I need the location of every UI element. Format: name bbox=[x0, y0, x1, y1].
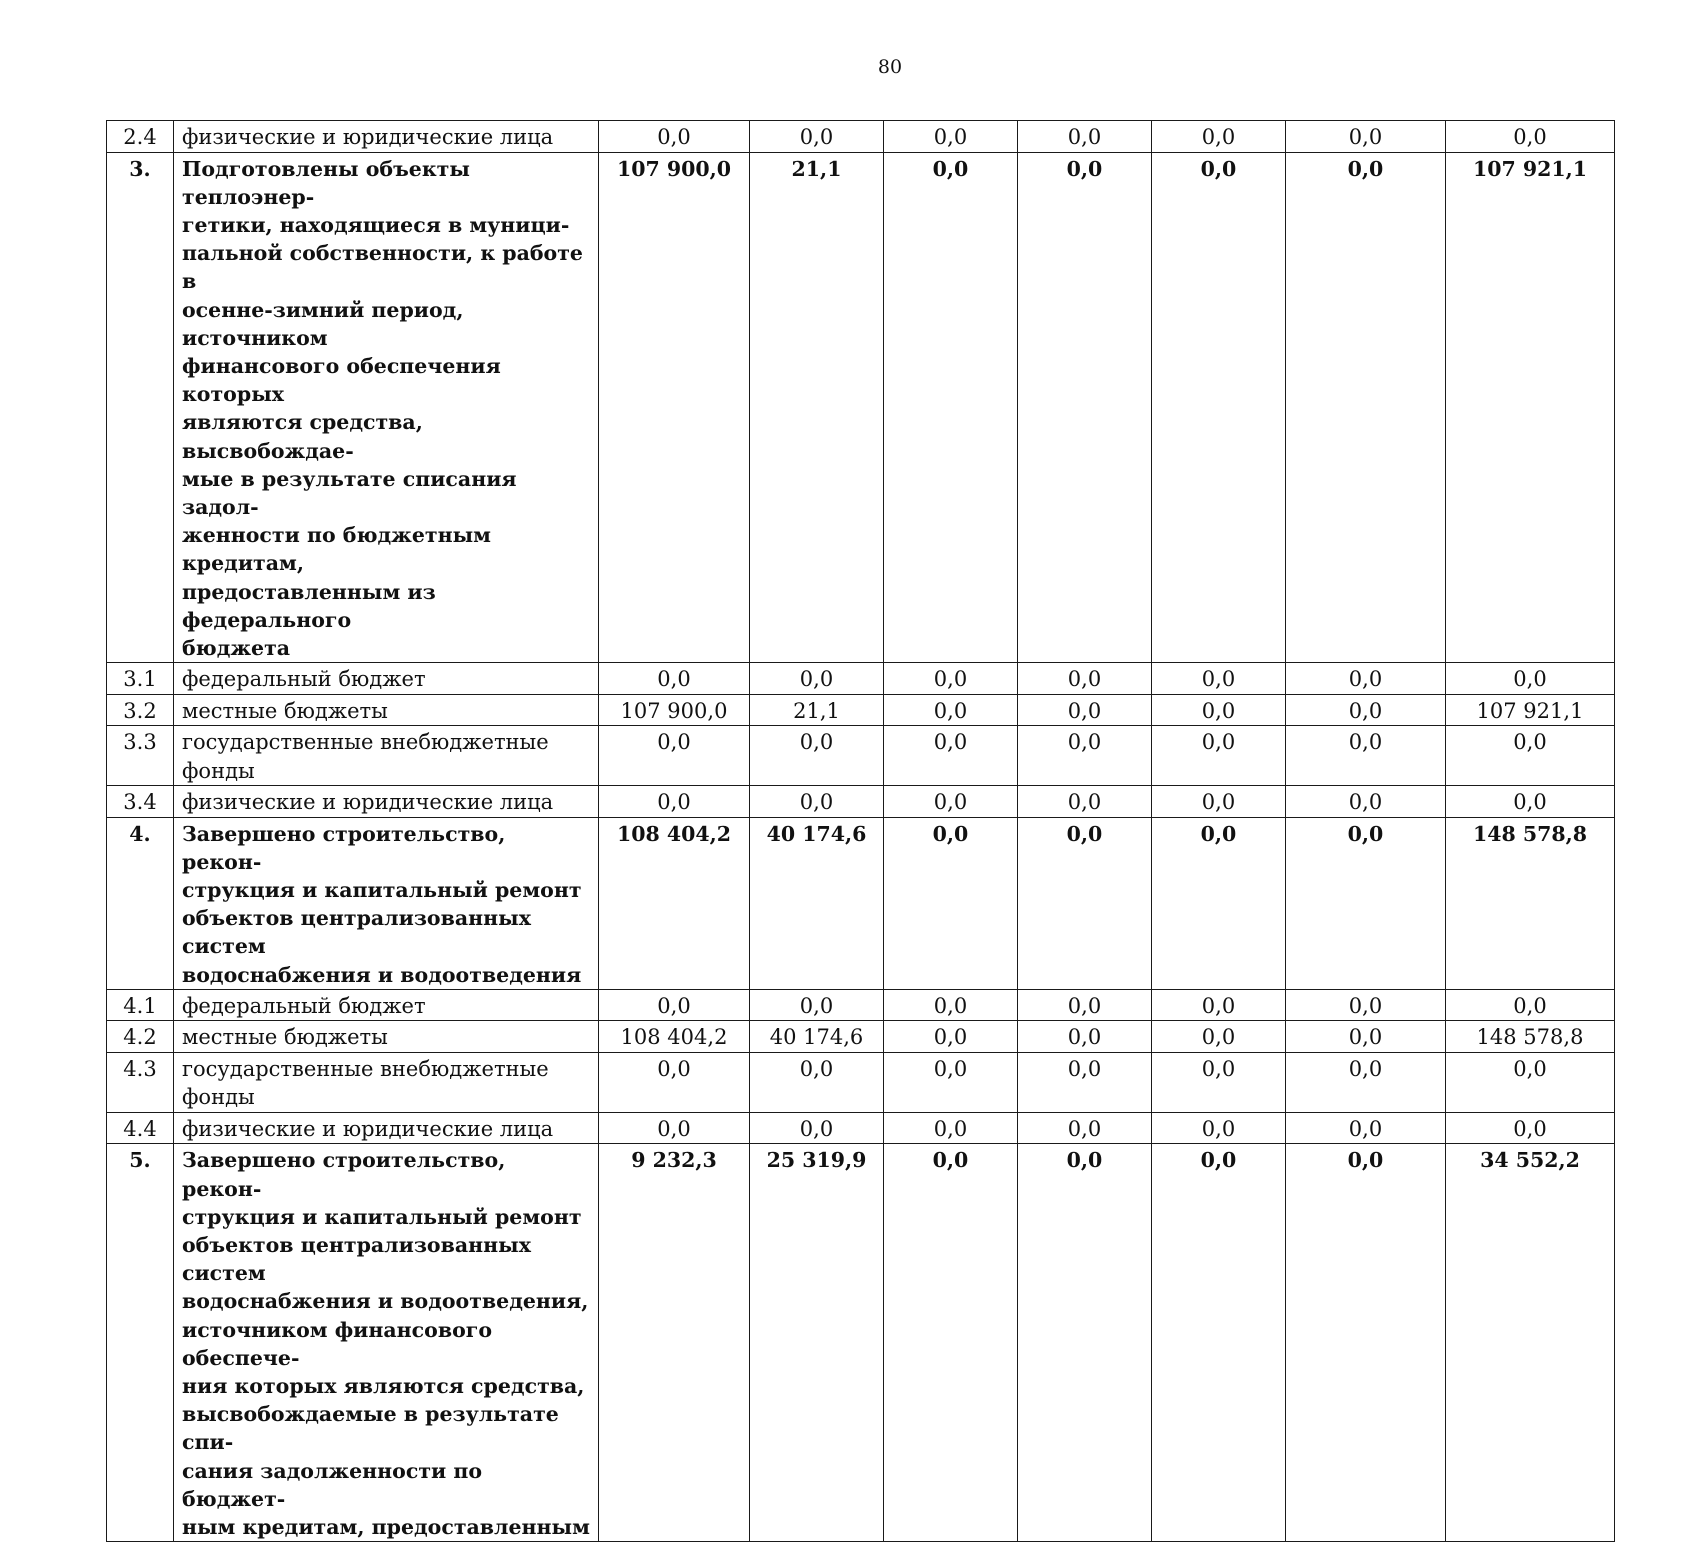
value-cell: 0,0 bbox=[1018, 663, 1152, 695]
budget-table bbox=[106, 120, 1615, 1542]
value-cell: 0,0 bbox=[1286, 817, 1446, 989]
row-description bbox=[174, 817, 599, 989]
table-row bbox=[107, 694, 1615, 726]
value-cell: 9 232,3 bbox=[599, 1144, 750, 1542]
value-cell: 107 900,0 bbox=[599, 694, 750, 726]
value-cell: 0,0 bbox=[599, 1112, 750, 1144]
table-row bbox=[107, 663, 1615, 695]
value-cell: 0,0 bbox=[750, 726, 884, 786]
description-line: местные бюджеты bbox=[182, 698, 388, 723]
table-row bbox=[107, 726, 1615, 786]
value-cell: 0,0 bbox=[884, 663, 1018, 695]
table-row bbox=[107, 1052, 1615, 1112]
value-cell: 0,0 bbox=[1018, 726, 1152, 786]
value-cell: 0,0 bbox=[1446, 989, 1615, 1021]
table-row bbox=[107, 152, 1615, 663]
value-cell: 40 174,6 bbox=[750, 1021, 884, 1053]
value-cell: 0,0 bbox=[1152, 1144, 1286, 1542]
value-cell: 0,0 bbox=[1018, 989, 1152, 1021]
value-cell: 108 404,2 bbox=[599, 817, 750, 989]
description-line: пальной собственности, к работе в bbox=[182, 241, 583, 294]
description-line: струкция и капитальный ремонт bbox=[182, 1204, 582, 1229]
row-index: 3.2 bbox=[107, 694, 174, 726]
value-cell: 0,0 bbox=[1446, 786, 1615, 818]
row-description bbox=[174, 989, 599, 1021]
value-cell: 0,0 bbox=[599, 1052, 750, 1112]
row-description bbox=[174, 726, 599, 786]
value-cell: 107 921,1 bbox=[1446, 694, 1615, 726]
description-line: ным кредитам, предоставленным bbox=[182, 1515, 590, 1540]
description-line: осенне-зимний период, источником bbox=[182, 297, 464, 350]
value-cell: 0,0 bbox=[1286, 726, 1446, 786]
row-description bbox=[174, 1144, 599, 1542]
row-index: 3.1 bbox=[107, 663, 174, 695]
row-index: 3.3 bbox=[107, 726, 174, 786]
value-cell: 0,0 bbox=[1286, 152, 1446, 663]
value-cell: 0,0 bbox=[599, 121, 750, 153]
table-body bbox=[107, 121, 1615, 1542]
row-description bbox=[174, 1021, 599, 1053]
description-line: являются средства, высвобождае- bbox=[182, 410, 423, 463]
page-number: 80 bbox=[877, 56, 903, 78]
description-line: местные бюджеты bbox=[182, 1025, 388, 1050]
value-cell: 0,0 bbox=[750, 1052, 884, 1112]
value-cell: 0,0 bbox=[1286, 1144, 1446, 1542]
description-line: водоснабжения и водоотведения, bbox=[182, 1289, 589, 1314]
value-cell: 107 921,1 bbox=[1446, 152, 1615, 663]
value-cell: 0,0 bbox=[1152, 726, 1286, 786]
value-cell: 148 578,8 bbox=[1446, 817, 1615, 989]
value-cell: 0,0 bbox=[1152, 1021, 1286, 1053]
value-cell: 0,0 bbox=[1446, 1052, 1615, 1112]
description-line: физические и юридические лица bbox=[182, 125, 554, 149]
value-cell: 0,0 bbox=[1152, 121, 1286, 153]
row-index: 2.4 bbox=[107, 121, 174, 153]
value-cell: 0,0 bbox=[884, 1112, 1018, 1144]
description-line: фонды bbox=[182, 758, 255, 783]
value-cell: 0,0 bbox=[1152, 1052, 1286, 1112]
value-cell: 0,0 bbox=[599, 663, 750, 695]
value-cell: 0,0 bbox=[1286, 694, 1446, 726]
value-cell: 25 319,9 bbox=[750, 1144, 884, 1542]
value-cell: 0,0 bbox=[884, 726, 1018, 786]
value-cell: 0,0 bbox=[1018, 817, 1152, 989]
description-line: федеральный бюджет bbox=[182, 667, 426, 692]
table-row bbox=[107, 786, 1615, 818]
description-line: водоснабжения и водоотведения bbox=[182, 962, 582, 987]
value-cell: 0,0 bbox=[750, 663, 884, 695]
description-line: высвобождаемые в результате спи- bbox=[182, 1402, 559, 1455]
value-cell: 0,0 bbox=[884, 989, 1018, 1021]
value-cell: 0,0 bbox=[884, 694, 1018, 726]
description-line: сания задолженности по бюджет- bbox=[182, 1458, 483, 1511]
value-cell: 107 900,0 bbox=[599, 152, 750, 663]
value-cell: 0,0 bbox=[1018, 1112, 1152, 1144]
description-line: Подготовлены объекты теплоэнер- bbox=[182, 156, 470, 209]
value-cell: 0,0 bbox=[1018, 1021, 1152, 1053]
value-cell: 40 174,6 bbox=[750, 817, 884, 989]
row-index: 4.1 bbox=[107, 989, 174, 1021]
row-index: 3. bbox=[107, 152, 174, 663]
description-line: финансового обеспечения которых bbox=[182, 353, 501, 407]
value-cell: 0,0 bbox=[750, 121, 884, 153]
value-cell: 21,1 bbox=[750, 152, 884, 663]
value-cell: 0,0 bbox=[1446, 121, 1615, 153]
value-cell: 0,0 bbox=[1446, 1112, 1615, 1144]
table-row bbox=[107, 817, 1615, 989]
row-description bbox=[174, 152, 599, 663]
description-line: фонды bbox=[182, 1085, 255, 1110]
description-line: ния которых являются средства, bbox=[182, 1374, 585, 1398]
value-cell: 0,0 bbox=[1018, 786, 1152, 818]
row-index: 5. bbox=[107, 1144, 174, 1542]
value-cell: 0,0 bbox=[1446, 663, 1615, 695]
value-cell: 0,0 bbox=[750, 786, 884, 818]
description-line: государственные внебюджетные bbox=[182, 1056, 549, 1081]
value-cell: 0,0 bbox=[1018, 121, 1152, 153]
value-cell: 0,0 bbox=[1018, 1144, 1152, 1542]
value-cell: 0,0 bbox=[884, 1021, 1018, 1053]
row-index: 4.3 bbox=[107, 1052, 174, 1112]
value-cell: 0,0 bbox=[884, 1052, 1018, 1112]
value-cell: 0,0 bbox=[884, 121, 1018, 153]
table-row bbox=[107, 989, 1615, 1021]
value-cell: 0,0 bbox=[1152, 786, 1286, 818]
table-row bbox=[107, 1021, 1615, 1053]
value-cell: 0,0 bbox=[1286, 989, 1446, 1021]
description-line: государственные внебюджетные bbox=[182, 730, 549, 755]
value-cell: 0,0 bbox=[1152, 817, 1286, 989]
value-cell: 0,0 bbox=[1446, 726, 1615, 786]
description-line: мые в результате списания задол- bbox=[182, 466, 517, 519]
value-cell: 0,0 bbox=[884, 786, 1018, 818]
value-cell: 0,0 bbox=[1152, 694, 1286, 726]
value-cell: 34 552,2 bbox=[1446, 1144, 1615, 1542]
value-cell: 0,0 bbox=[884, 817, 1018, 989]
description-line: женности по бюджетным кредитам, bbox=[182, 523, 491, 576]
value-cell: 0,0 bbox=[1286, 663, 1446, 695]
value-cell: 0,0 bbox=[1152, 1112, 1286, 1144]
description-line: физические и юридические лица bbox=[182, 1116, 554, 1141]
value-cell: 108 404,2 bbox=[599, 1021, 750, 1053]
value-cell: 0,0 bbox=[1018, 152, 1152, 663]
description-line: Завершено строительство, рекон- bbox=[182, 821, 506, 874]
description-line: физические и юридические лица bbox=[182, 790, 554, 815]
table-row bbox=[107, 121, 1615, 153]
description-line: гетики, находящиеся в муници- bbox=[182, 212, 570, 237]
value-cell: 0,0 bbox=[1286, 121, 1446, 153]
value-cell: 0,0 bbox=[884, 152, 1018, 663]
value-cell: 0,0 bbox=[599, 989, 750, 1021]
value-cell: 148 578,8 bbox=[1446, 1021, 1615, 1053]
row-description bbox=[174, 694, 599, 726]
row-index: 4. bbox=[107, 817, 174, 989]
row-index: 4.4 bbox=[107, 1112, 174, 1144]
row-description bbox=[174, 786, 599, 818]
row-description bbox=[174, 1112, 599, 1144]
value-cell: 0,0 bbox=[1286, 786, 1446, 818]
table-row bbox=[107, 1144, 1615, 1542]
row-index: 4.2 bbox=[107, 1021, 174, 1053]
description-line: источником финансового обеспече- bbox=[182, 1317, 492, 1370]
row-description bbox=[174, 1052, 599, 1112]
row-description bbox=[174, 663, 599, 695]
value-cell: 0,0 bbox=[599, 726, 750, 786]
table-row bbox=[107, 1112, 1615, 1144]
description-line: струкция и капитальный ремонт bbox=[182, 878, 582, 903]
value-cell: 0,0 bbox=[1018, 1052, 1152, 1112]
value-cell: 0,0 bbox=[1152, 989, 1286, 1021]
value-cell: 0,0 bbox=[1152, 663, 1286, 695]
value-cell: 0,0 bbox=[750, 989, 884, 1021]
description-line: Завершено строительство, рекон- bbox=[182, 1148, 506, 1201]
value-cell: 0,0 bbox=[750, 1112, 884, 1144]
value-cell: 21,1 bbox=[750, 694, 884, 726]
description-line: объектов централизованных систем bbox=[182, 1232, 531, 1286]
value-cell: 0,0 bbox=[1286, 1052, 1446, 1112]
description-line: бюджета bbox=[182, 635, 291, 660]
description-line: объектов централизованных систем bbox=[182, 906, 531, 959]
value-cell: 0,0 bbox=[1286, 1112, 1446, 1144]
value-cell: 0,0 bbox=[884, 1144, 1018, 1542]
row-description bbox=[174, 121, 599, 153]
value-cell: 0,0 bbox=[1286, 1021, 1446, 1053]
description-line: федеральный бюджет bbox=[182, 993, 426, 1018]
row-index: 3.4 bbox=[107, 786, 174, 818]
value-cell: 0,0 bbox=[599, 786, 750, 818]
description-line: предоставленным из федерального bbox=[182, 579, 436, 632]
value-cell: 0,0 bbox=[1018, 694, 1152, 726]
value-cell: 0,0 bbox=[1152, 152, 1286, 663]
